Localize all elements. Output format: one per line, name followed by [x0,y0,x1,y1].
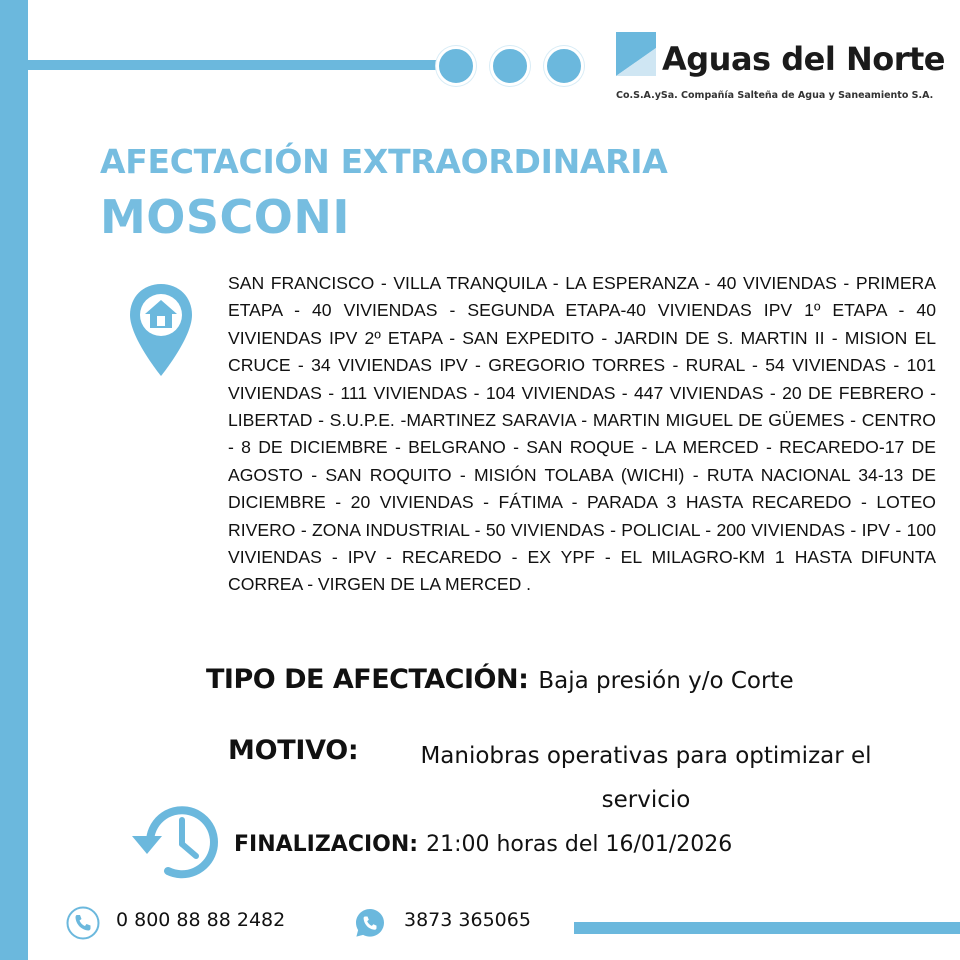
decorative-dot-2 [490,46,530,86]
top-accent-line [28,60,448,70]
decorative-dot-3 [544,46,584,86]
logo-mark-icon [616,32,656,76]
motivo-label: MOTIVO: [228,735,359,766]
finalizacion-row [234,832,732,857]
phone-number[interactable]: 0 800 88 88 2482 [116,909,286,931]
brand-name: Aguas del Norte [662,40,945,78]
decorative-dot-1 [436,46,476,86]
brand-logo [616,30,946,110]
clock-history-icon [128,800,220,884]
brand-subtitle: Co.S.A.ySa. Compañía Salteña de Agua y Saneamiento S.A. [616,90,934,101]
bottom-accent-line [574,922,960,934]
heading-line-1: AFECTACIÓN EXTRAORDINARIA [100,142,668,181]
heading-line-2: MOSCONI [100,190,350,244]
tipo-label: TIPO DE AFECTACIÓN: [206,664,529,695]
affected-areas-list: SAN FRANCISCO - VILLA TRANQUILA - LA ESPERANZA - 40 VIVIENDAS - PRIMERA ETAPA - 40 VIVIENDAS - SEGUNDA ETAPA-40 VIVIENDAS IPV 1º ETAPA - 40 VIVIENDAS IPV 2º ETAPA - SAN EXPEDITO - JARDIN DE S. MARTIN II - MISION EL CRUCE - 34 VIVIENDAS IPV - GREGORIO TORRES - RURAL - 54 VIVIENDAS - 101 VIVIENDAS - 111 VIVIENDAS - 104 VIVIENDAS - 447 VIVIENDAS - 20 DE FEBRERO - LIBERTAD - S.U.P.E. -MARTINEZ SARAVIA - MARTIN MIGUEL DE GÜEMES - CENTRO - 8 DE DICIEMBRE - BELGRANO - SAN ROQUE - LA MERCED - RECAREDO-17 DE AGOSTO - SAN ROQUITO - MISIÓN TOLABA (WICHI) - RUTA NACIONAL 34-13 DE DICIEMBRE - 20 VIVIENDAS - FÁTIMA - PARADA 3 HASTA RECAREDO - LOTEO RIVERO - ZONA INDUSTRIAL - 50 VIVIENDAS - POLICIAL - 200 VIVIENDAS - IPV - 100 VIVIENDAS - IPV - RECAREDO - EX YPF - EL MILAGRO-KM 1 HASTA DIFUNTA CORREA - VIRGEN DE LA MERCED . [228,273,936,595]
location-home-icon [128,282,194,378]
whatsapp-number[interactable]: 3873 365065 [404,909,531,931]
finalizacion-label: FINALIZACION: [234,832,419,857]
tipo-value: Baja presión y/o Corte [538,668,794,694]
phone-icon [66,906,100,940]
tipo-row [206,664,794,695]
whatsapp-icon [354,907,386,939]
motivo-value: Maniobras operativas para optimizar el servicio [420,743,872,813]
left-accent-bar [0,0,28,960]
finalizacion-value: 21:00 horas del 16/01/2026 [426,832,733,857]
